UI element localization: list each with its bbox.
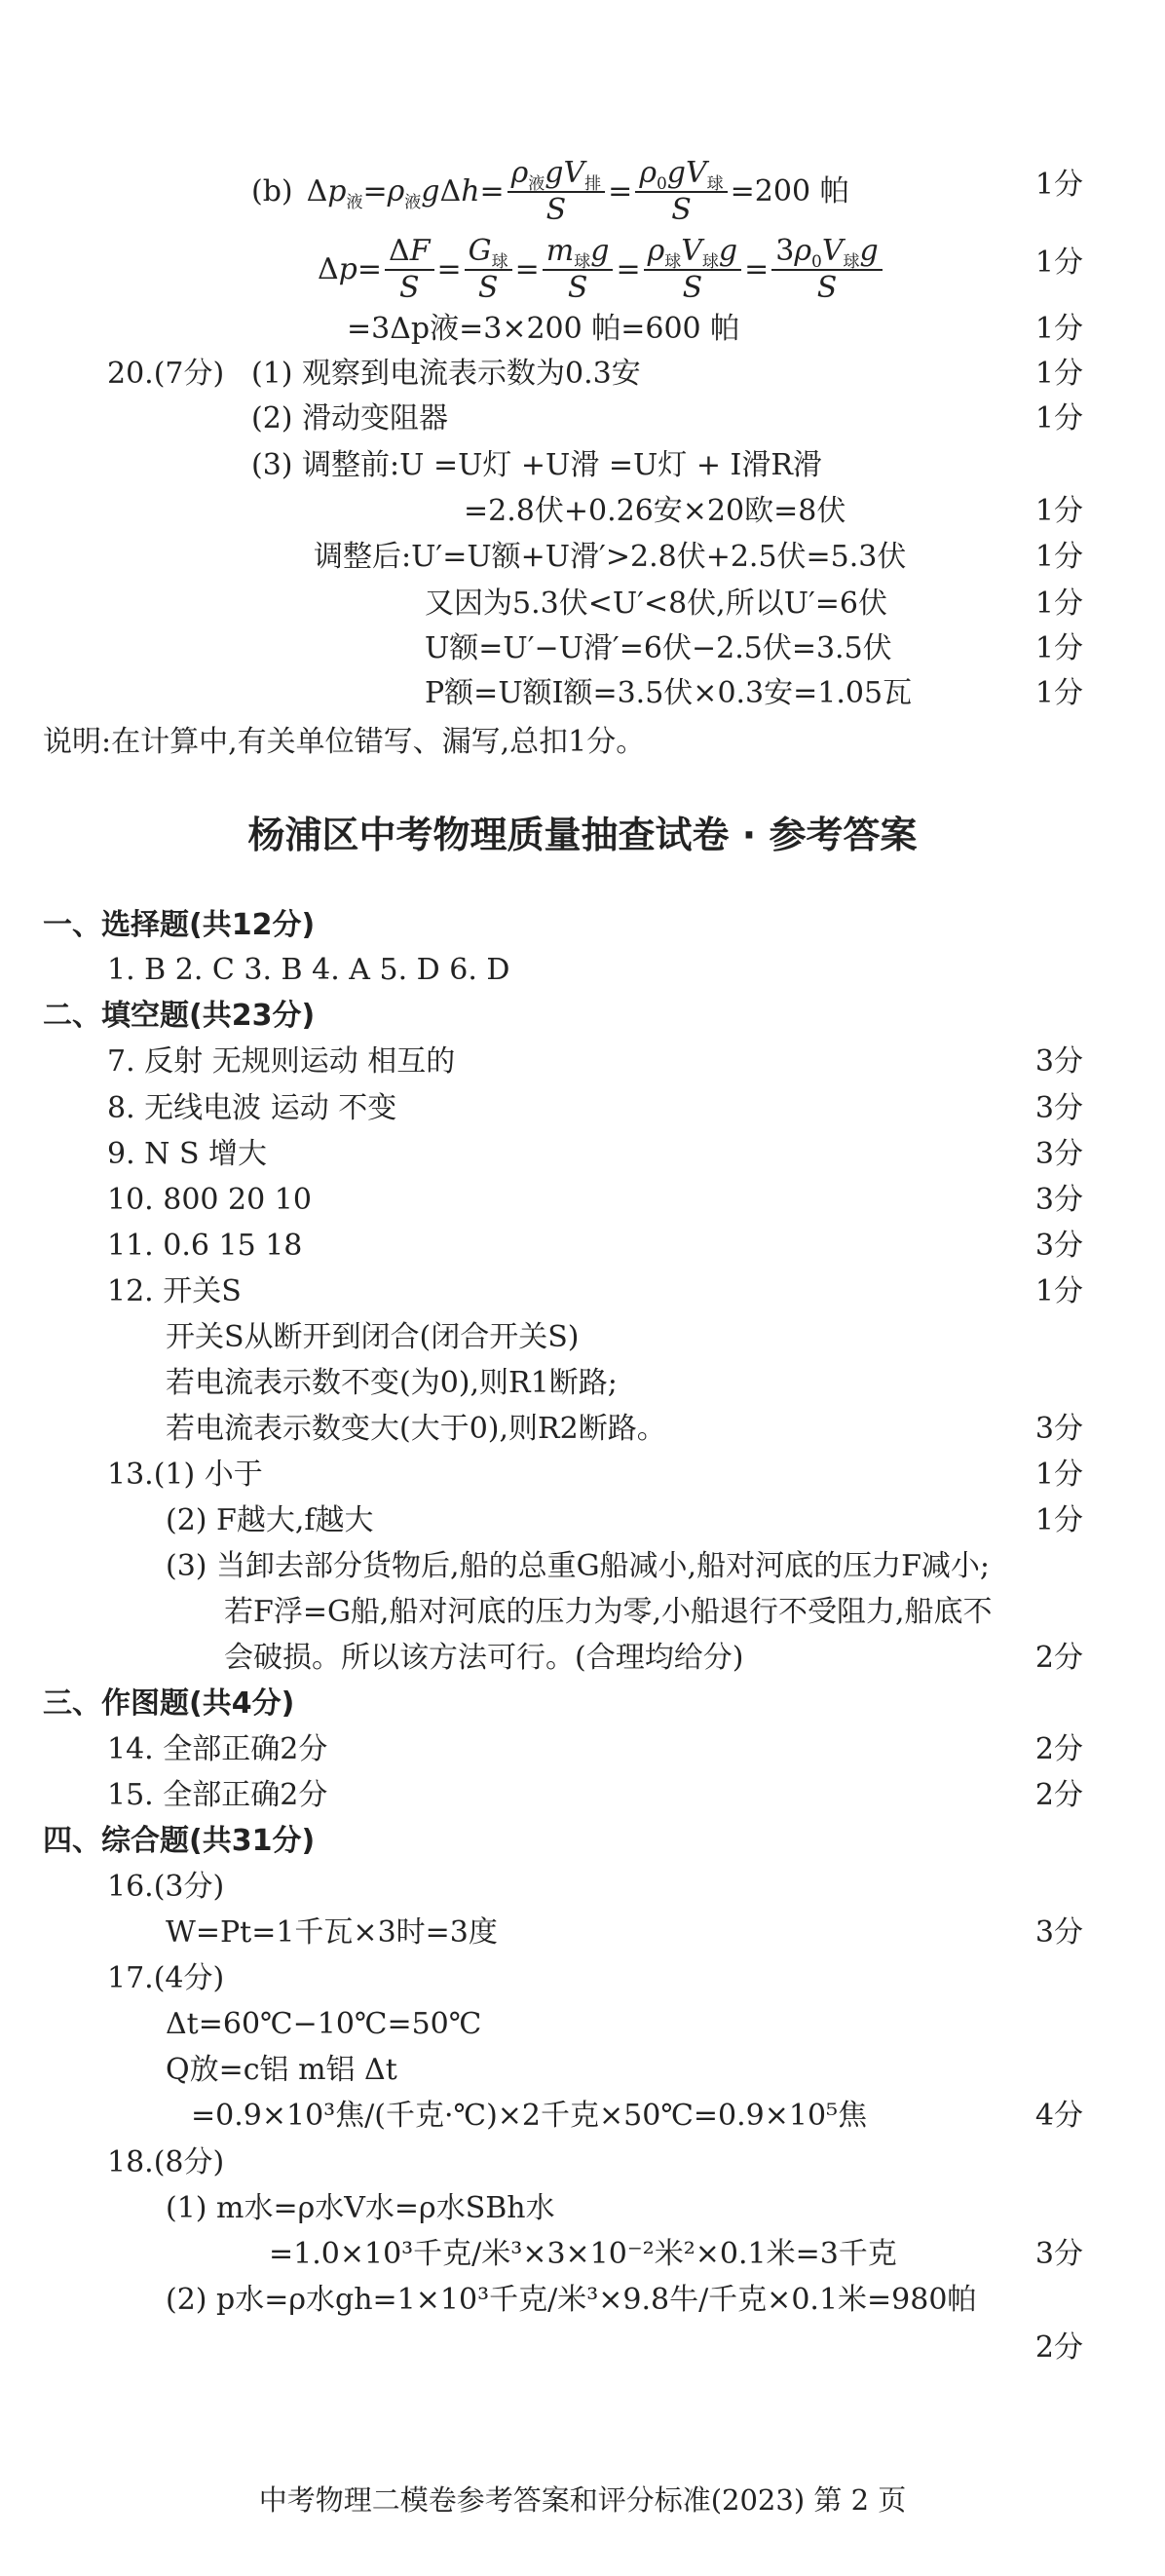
q17: 17.(4分) bbox=[107, 1961, 225, 1995]
formula-b: (b) $\Delta p_液=\rho_液g\Delta h=$ $\frac{\rho_液gV_排}{S}$ = $\frac{\rho_0gV_球}{S}$ =200 帕 bbox=[251, 156, 849, 227]
choice-answers: 1. B 2. C 3. B 4. A 5. D 6. D bbox=[107, 953, 510, 987]
q12-case2: 若电流表示数变大(大于0),则R2断路。 bbox=[166, 1412, 666, 1446]
fraction: $\frac{m_球g}{S}$ bbox=[543, 234, 614, 306]
formula-dp-result: =3Δp液=3×200 帕=600 帕 bbox=[347, 312, 740, 346]
q12-case1: 若电流表示数不变(为0),则R1断路; bbox=[166, 1366, 618, 1400]
q20-part3-p-rated: P额=U额I额=3.5伏×0.3安=1.05瓦 bbox=[425, 676, 913, 710]
fraction: $\frac{\rho_球V_球g}{S}$ bbox=[644, 234, 742, 306]
score: 1分 bbox=[1034, 312, 1083, 346]
q20-part1: (1) 观察到电流表示数为0.3安 bbox=[251, 357, 641, 391]
q20-part2: (2) 滑动变阻器 bbox=[251, 401, 449, 436]
score: 2分 bbox=[1034, 1778, 1083, 1812]
section-heading-choice: 一、选择题(共12分) bbox=[43, 908, 316, 942]
fraction: $\frac{\Delta F}{S}$ bbox=[385, 234, 434, 306]
q15: 15. 全部正确2分 bbox=[107, 1778, 328, 1812]
q7: 7. 反射 无规则运动 相互的 bbox=[107, 1044, 456, 1079]
q20-part3-u-rated: U额=U′−U滑′=6伏−2.5伏=3.5伏 bbox=[425, 631, 892, 665]
score: 3分 bbox=[1034, 1091, 1083, 1125]
score: 3分 bbox=[1034, 1915, 1083, 1950]
q20-part3-because: 又因为5.3伏<U′<8伏,所以U′=6伏 bbox=[425, 587, 888, 621]
q16-calc: W=Pt=1千瓦×3时=3度 bbox=[166, 1915, 498, 1950]
q10: 10. 800 20 10 bbox=[107, 1183, 312, 1217]
formula-b-expression: $\Delta p_液=\rho_液g\Delta h=$ bbox=[306, 174, 505, 212]
score: 3分 bbox=[1034, 1183, 1083, 1217]
page-title: 杨浦区中考物理质量抽查试卷 · 参考答案 bbox=[247, 814, 918, 856]
score: 1分 bbox=[1034, 1458, 1083, 1492]
q12-step: 开关S从断开到闭合(闭合开关S) bbox=[166, 1320, 580, 1354]
q16: 16.(3分) bbox=[107, 1870, 225, 1904]
q8: 8. 无线电波 运动 不变 bbox=[107, 1091, 397, 1125]
section-heading-comprehensive: 四、综合题(共31分) bbox=[43, 1824, 316, 1858]
q17-calc: =0.9×10³焦/(千克·℃)×2千克×50℃=0.9×10⁵焦 bbox=[191, 2099, 868, 2133]
q18: 18.(8分) bbox=[107, 2145, 225, 2179]
fraction: $\frac{3\rho_0V_球g}{S}$ bbox=[771, 234, 882, 306]
fraction: $\frac{\rho_0gV_球}{S}$ bbox=[635, 156, 727, 228]
section-heading-fill: 二、填空题(共23分) bbox=[43, 999, 316, 1033]
score: 1分 bbox=[1034, 357, 1083, 391]
score: 3分 bbox=[1034, 2237, 1083, 2271]
formula-dp: Δp= $\frac{\Delta F}{S}$ = $\frac{G_球}{S}$ = $\frac{m_球g}{S}$ = $\frac{\rho_球V_球g}{S}$ = $\frac{3\rho_0V_球g}{S}$ bbox=[318, 234, 885, 306]
q12: 12. 开关S bbox=[107, 1274, 242, 1308]
score: 3分 bbox=[1034, 1137, 1083, 1171]
q20-part3-after: 调整后:U′=U额+U滑′>2.8伏+2.5伏=5.3伏 bbox=[314, 540, 907, 574]
score: 1分 bbox=[1034, 676, 1083, 710]
section-heading-drawing: 三、作图题(共4分) bbox=[43, 1686, 295, 1721]
score: 2分 bbox=[1034, 2330, 1083, 2365]
q17-delta-t: Δt=60℃−10℃=50℃ bbox=[166, 2007, 482, 2041]
score: 1分 bbox=[1034, 631, 1083, 665]
q14: 14. 全部正确2分 bbox=[107, 1732, 328, 1766]
score: 1分 bbox=[1034, 401, 1083, 436]
score: 3分 bbox=[1034, 1044, 1083, 1079]
score: 3分 bbox=[1034, 1229, 1083, 1263]
q18-part2: (2) p水=ρ水gh=1×10³千克/米³×9.8牛/千克×0.1米=980帕 bbox=[166, 2283, 977, 2317]
score: 1分 bbox=[1034, 1274, 1083, 1308]
score: 1分 bbox=[1034, 540, 1083, 574]
q20-part3-before: (3) 调整前:U =U灯 +U滑 =U灯 + I滑R滑 bbox=[251, 448, 822, 482]
fraction: $\frac{\rho_液gV_排}{S}$ bbox=[507, 156, 606, 228]
score: 1分 bbox=[1034, 168, 1083, 202]
note: 说明:在计算中,有关单位错写、漏写,总扣1分。 bbox=[43, 725, 646, 759]
score: 1分 bbox=[1034, 587, 1083, 621]
q13-part3-line1: (3) 当卸去部分货物后,船的总重G船减小,船对河底的压力F减小; bbox=[166, 1549, 990, 1583]
score: 2分 bbox=[1034, 1732, 1083, 1766]
score: 1分 bbox=[1034, 494, 1083, 528]
q20-label: 20.(7分) bbox=[107, 357, 225, 391]
q18-part1-formula: (1) m水=ρ水V水=ρ水SBh水 bbox=[166, 2191, 555, 2225]
formula-b-result: =200 帕 bbox=[730, 174, 849, 208]
q13-part1: 13.(1) 小于 bbox=[107, 1458, 263, 1492]
score: 2分 bbox=[1034, 1641, 1083, 1675]
q17-formula: Q放=c铝 m铝 Δt bbox=[166, 2053, 397, 2087]
fraction: $\frac{G_球}{S}$ bbox=[465, 234, 512, 306]
score: 4分 bbox=[1034, 2099, 1083, 2133]
q13-part2: (2) F越大,f越大 bbox=[166, 1503, 374, 1537]
page-footer: 中考物理二模卷参考答案和评分标准(2023) 第 2 页 bbox=[258, 2483, 907, 2517]
q11: 11. 0.6 15 18 bbox=[107, 1229, 303, 1263]
q13-part3-line3: 会破损。所以该方法可行。(合理均给分) bbox=[224, 1641, 744, 1675]
q9: 9. N S 增大 bbox=[107, 1137, 268, 1171]
score: 1分 bbox=[1034, 1503, 1083, 1537]
score: 3分 bbox=[1034, 1412, 1083, 1446]
q13-part3-line2: 若F浮=G船,船对河底的压力为零,小船退行不受阻力,船底不 bbox=[224, 1595, 993, 1629]
label-b: (b) bbox=[251, 174, 293, 208]
q20-part3-before-calc: =2.8伏+0.26安×20欧=8伏 bbox=[464, 494, 846, 528]
q18-part1-calc: =1.0×10³千克/米³×3×10⁻²米²×0.1米=3千克 bbox=[269, 2237, 897, 2271]
score: 1分 bbox=[1034, 246, 1083, 280]
